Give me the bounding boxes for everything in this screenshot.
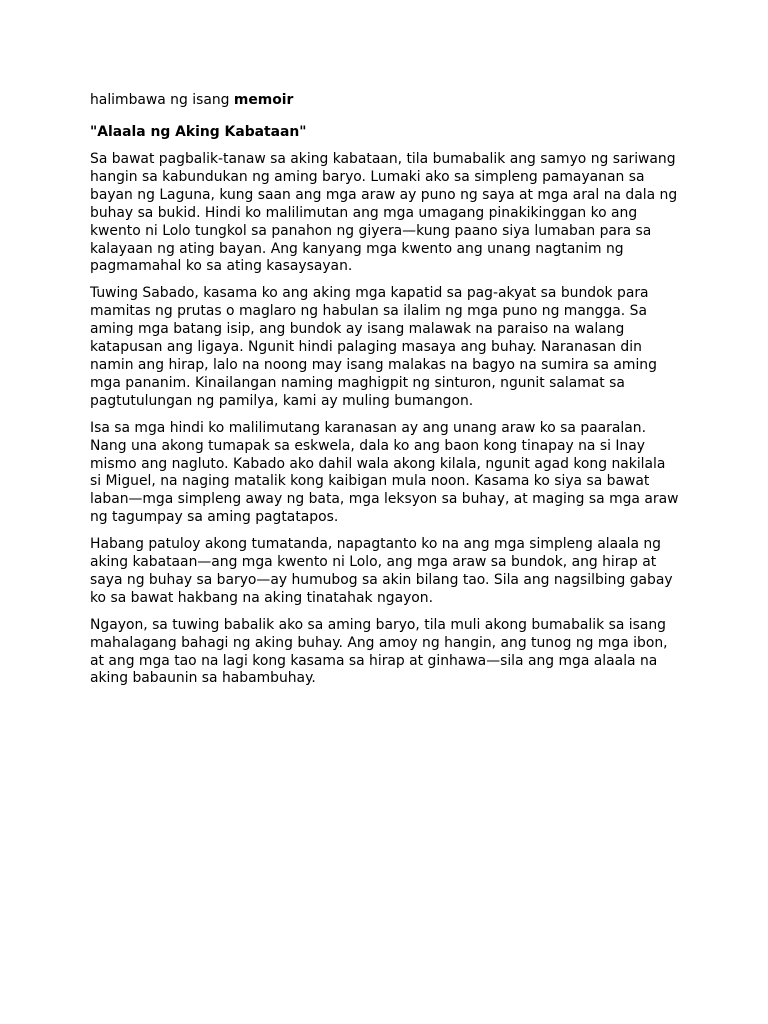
memoir-title: "Alaala ng Aking Kabataan" (90, 124, 307, 140)
intro-prefix: halimbawa ng isang (90, 92, 234, 108)
paragraph-5: Ngayon, sa tuwing babalik ako sa aming baryo, tila muli akong bumabalik sa isang mahalagang bahagi ng aking buhay. Ang amoy ng hangin, ang tunog ng mga ibon, at ang mga tao na lagi kong kasama sa hirap at ginhawa—sila ang mga alaala na aking babaunin sa habambuhay. (90, 616, 668, 687)
paragraph-3: Isa sa mga hindi ko malilimutang karanasan ay ang unang araw ko sa paaralan. Nang una akong tumapak sa eskwela, dala ko ang baon kong tinapay na si Inay mismo ang nagluto. Kabado ako dahil wala akong kilala, ngunit agad kong nakilala si Miguel, na naging matalik kong kaibigan mula noon. Kasama ko siya sa bawat laban—mga simpleng away ng bata, mga leksyon sa buhay, at maging sa mga araw ng tagumpay sa aming pagtatapos. (90, 419, 679, 526)
document-page (90, 90, 680, 697)
intro-bold-word: memoir (233, 92, 294, 108)
paragraph-4: Habang patuloy akong tumatanda, napagtanto ko na ang mga simpleng alaala ng aking kabataan—ang mga kwento ni Lolo, ang mga araw sa bundok, ang hirap at saya ng buhay sa baryo—ay humubog sa akin bilang tao. Sila ang nagsilbing gabay ko sa bawat hakbang na aking tinatahak ngayon. (90, 536, 673, 606)
intro-line (90, 90, 680, 110)
paragraph-2: Tuwing Sabado, kasama ko ang aking mga kapatid sa pag-akyat sa bundok para mamitas ng prutas o maglaro ng habulan sa ilalim ng mga puno ng mangga. Sa aming mga batang isip, ang bundok ay isang malawak na paraiso na walang katapusan ang ligaya. Ngunit hindi palaging masaya ang buhay. Naranasan din namin ang hirap, lalo na noong may isang malakas na bagyo na sumira sa aming mga pananim. Kinailangan naming maghigpit ng sinturon, ngunit salamat sa pagtutulungan ng pamilya, kami ay muling bumangon. (90, 285, 657, 409)
paragraph-1: Sa bawat pagbalik-tanaw sa aking kabataan, tila bumabalik ang samyo ng sariwang hangin sa kabundukan ng aming baryo. Lumaki ako sa simpleng pamayanan sa bayan ng Laguna, kung saan ang mga araw ay puno ng saya at mga aral na dala ng buhay sa bukid. Hindi ko malilimutan ang mga umagang pinakikinggan ko ang kwento ni Lolo tungkol sa panahon ng giyera—kung paano siya lumaban para sa kalayaan ng ating bayan. Ang kanyang mga kwento ang unang nagtanim ng pagmamahal ko sa ating kasaysayan. (90, 151, 678, 275)
